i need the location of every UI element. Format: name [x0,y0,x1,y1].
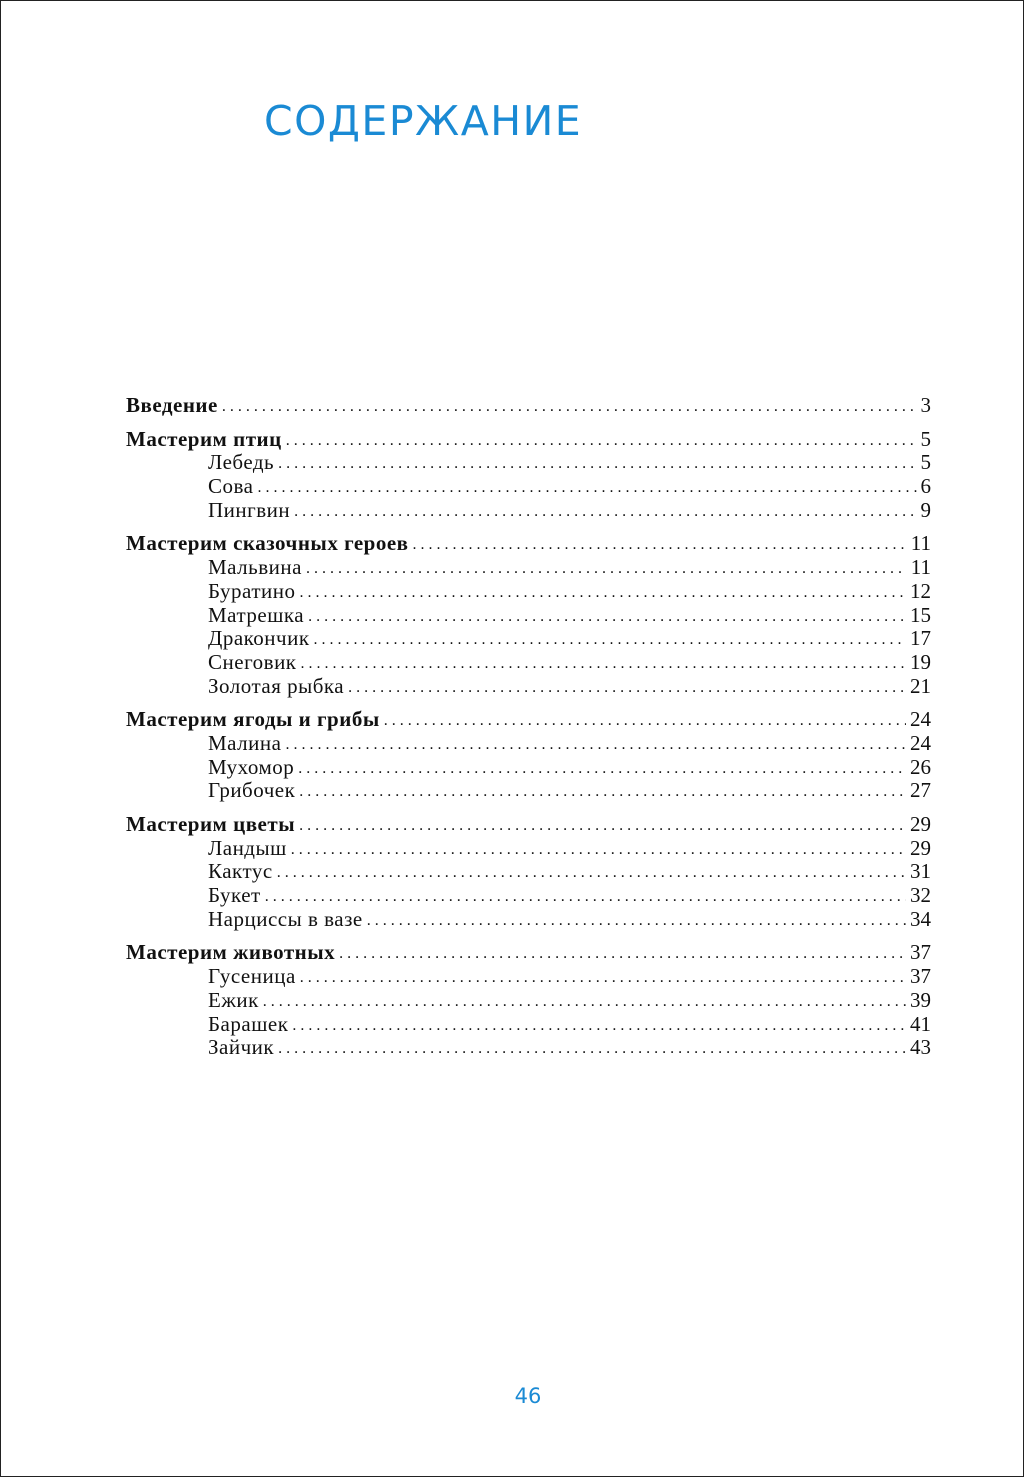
toc-entry-page: 27 [910,778,931,803]
toc-chapter-label: Мастерим цветы [126,812,296,836]
toc-entry-label: Барашек [208,1011,289,1036]
toc-chapter-page: 3 [920,393,931,417]
toc-entry-page: 41 [910,1011,931,1036]
toc-section [126,708,931,803]
toc-chapter-label: Мастерим животных [126,940,336,965]
toc-chapter[interactable] [126,394,931,418]
dot-leader [265,885,906,909]
toc-entry[interactable] [126,651,931,675]
toc-entry-label: Кактус [208,859,273,884]
toc-section [126,941,931,1059]
toc-chapter-label: Мастерим ягоды и грибы [126,707,380,732]
toc-entry-label: Ежик [208,987,259,1012]
toc-entry[interactable] [126,779,931,803]
toc-entry[interactable] [126,884,931,908]
dot-leader [278,452,916,476]
toc-entry-label: Букет [208,883,261,908]
toc-entry[interactable] [126,756,931,780]
toc-entry-label: Мухомор [208,754,295,779]
toc-entry-label: Зайчик [208,1035,275,1060]
dot-leader [314,628,906,652]
toc-entry-label: Пингвин [208,497,291,522]
toc-entry-page: 6 [920,474,931,499]
toc-entry[interactable] [126,837,931,861]
toc-section [126,813,931,931]
dot-leader [384,709,906,733]
toc-chapter-page: 24 [910,707,931,732]
dot-leader [278,1037,906,1061]
toc-entry-label: Снеговик [208,649,297,674]
table-of-contents [126,394,931,1070]
toc-chapter-page: 29 [910,812,931,836]
toc-chapter[interactable] [126,941,931,965]
dot-leader [308,605,906,629]
toc-chapter[interactable] [126,428,931,452]
dot-leader [263,990,906,1014]
toc-entry-label: Малина [208,730,282,755]
toc-entry[interactable] [126,1013,931,1037]
toc-chapter-page: 11 [910,531,931,556]
toc-entry-page: 29 [910,835,931,860]
toc-entry-label: Грибочек [208,778,296,803]
toc-section [126,428,931,523]
toc-entry-page: 37 [910,964,931,989]
toc-entry-label: Дракончик [208,626,310,651]
dot-leader [306,557,907,581]
toc-chapter-page: 37 [910,940,931,965]
dot-leader [294,500,916,524]
toc-section [126,394,931,418]
toc-entry-page: 15 [910,602,931,627]
dot-leader [292,1014,906,1038]
toc-chapter[interactable] [126,813,931,837]
toc-entry[interactable] [126,556,931,580]
dot-leader [300,966,906,990]
toc-section [126,532,931,698]
toc-entry-page: 43 [910,1035,931,1060]
dot-leader [367,909,906,933]
toc-entry-label: Ландыш [208,835,287,860]
toc-entry-page: 17 [910,626,931,651]
toc-entry-page: 39 [910,987,931,1012]
dot-leader [299,581,906,605]
toc-chapter-label: Мастерим птиц [126,426,282,451]
toc-entry-page: 24 [910,730,931,755]
dot-leader [301,652,906,676]
dot-leader [222,395,917,419]
toc-entry-page: 26 [910,754,931,779]
dot-leader [291,838,906,862]
dot-leader [285,733,906,757]
toc-entry[interactable] [126,908,931,932]
toc-entry[interactable] [126,451,931,475]
toc-chapter-label: Мастерим сказочных героев [126,531,409,556]
dot-leader [286,429,917,453]
toc-entry-label: Сова [208,474,254,499]
toc-entry[interactable] [126,965,931,989]
toc-entry[interactable] [126,499,931,523]
toc-entry-page: 5 [920,450,931,475]
dot-leader [413,533,907,557]
toc-entry[interactable] [126,860,931,884]
toc-entry-page: 11 [910,555,931,580]
toc-entry-page: 32 [910,883,931,908]
toc-entry-page: 12 [910,578,931,603]
toc-entry-page: 31 [910,859,931,884]
toc-entry-label: Лебедь [208,450,275,475]
toc-entry-page: 19 [910,649,931,674]
toc-entry[interactable] [126,1036,931,1060]
toc-chapter[interactable] [126,532,931,556]
toc-entry[interactable] [126,732,931,756]
toc-chapter-page: 5 [920,426,931,451]
page-number: 46 [514,1384,542,1408]
toc-entry[interactable] [126,580,931,604]
dot-leader [348,676,906,700]
dot-leader [299,814,906,838]
dot-leader [299,780,906,804]
toc-entry-label: Мальвина [208,555,302,580]
toc-entry-page: 34 [910,906,931,931]
toc-entry-label: Буратино [208,578,296,603]
toc-entry-label: Гусеница [208,964,296,989]
dot-leader [298,757,906,781]
toc-entry[interactable] [126,475,931,499]
toc-chapter[interactable] [126,708,931,732]
toc-entry-label: Нарциссы в вазе [208,906,363,931]
page-title: СОДЕРЖАНИЕ [264,97,583,145]
toc-entry-page: 9 [920,497,931,522]
toc-entry-label: Матрешка [208,602,305,627]
toc-entry[interactable] [126,627,931,651]
dot-leader [257,476,916,500]
toc-entry-label: Золотая рыбка [208,673,345,698]
dot-leader [277,861,906,885]
toc-entry[interactable] [126,675,931,699]
toc-entry-page: 21 [910,673,931,698]
toc-entry[interactable] [126,989,931,1013]
dot-leader [339,942,906,966]
toc-chapter-label: Введение [126,393,218,417]
toc-entry[interactable] [126,604,931,628]
